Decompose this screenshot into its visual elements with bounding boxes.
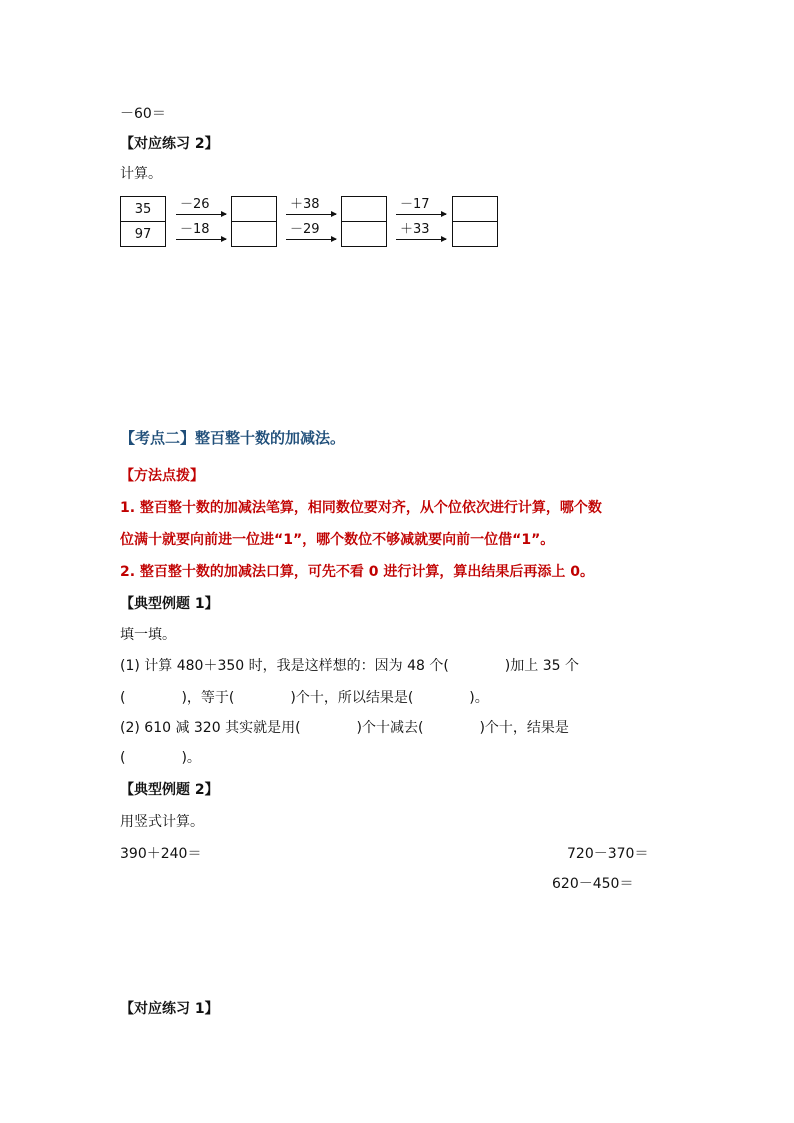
- answer-box[interactable]: [231, 196, 277, 222]
- answer-box[interactable]: [231, 221, 277, 247]
- chain-op-3-top: －17: [400, 197, 430, 212]
- equation-1: 390＋240＝: [120, 846, 202, 862]
- method-line-1: 1. 整百整十数的加减法笔算，相同数位要对齐，从个位依次进行计算，哪个数: [120, 500, 602, 516]
- practice2-heading: 【对应练习 2】: [120, 136, 219, 152]
- arrow-icon: [396, 214, 446, 215]
- method-heading: 【方法点拨】: [120, 468, 204, 484]
- arrow-icon: [176, 214, 226, 215]
- chain-op-1-bottom: －18: [180, 222, 210, 237]
- arrow-icon: [176, 239, 226, 240]
- example1-q2-line1: (2) 610 减 320 其实就是用( )个十减去( )个十，结果是: [120, 720, 569, 736]
- chain-op-1-top: －26: [180, 197, 210, 212]
- example1-heading: 【典型例题 1】: [120, 596, 219, 612]
- chain-op-2-top: ＋38: [290, 197, 320, 212]
- chain-start-top: 35: [120, 196, 166, 222]
- chain-op-2-bottom: －29: [290, 222, 320, 237]
- example1-q2-line2: ( )。: [120, 750, 201, 766]
- practice2-instruction: 计算。: [120, 166, 162, 182]
- chain-op-3-bottom: ＋33: [400, 222, 430, 237]
- answer-box[interactable]: [452, 196, 498, 222]
- arrow-icon: [286, 214, 336, 215]
- example2-instruction: 用竖式计算。: [120, 814, 204, 830]
- example1-q1-line1: (1) 计算 480＋350 时，我是这样想的：因为 48 个( )加上 35 个: [120, 658, 579, 674]
- equation-3: 620－450＝: [552, 876, 634, 892]
- section2-heading: 【考点二】整百整十数的加减法。: [120, 429, 346, 447]
- example1-q1-line2: ( )，等于( )个十，所以结果是( )。: [120, 690, 489, 706]
- arrow-icon: [286, 239, 336, 240]
- equation-2: 720－370＝: [567, 846, 649, 862]
- practice1-heading: 【对应练习 1】: [120, 1001, 219, 1017]
- method-line-2: 位满十就要向前进一位进“1”，哪个数位不够减就要向前一位借“1”。: [120, 532, 555, 548]
- method-line-3: 2. 整百整十数的加减法口算，可先不看 0 进行计算，算出结果后再添上 0。: [120, 564, 595, 580]
- answer-box[interactable]: [341, 221, 387, 247]
- top-line: －60＝: [120, 106, 166, 122]
- example2-heading: 【典型例题 2】: [120, 782, 219, 798]
- answer-box[interactable]: [452, 221, 498, 247]
- example1-instruction: 填一填。: [120, 627, 176, 643]
- chain-start-bottom: 97: [120, 221, 166, 247]
- answer-box[interactable]: [341, 196, 387, 222]
- arrow-icon: [396, 239, 446, 240]
